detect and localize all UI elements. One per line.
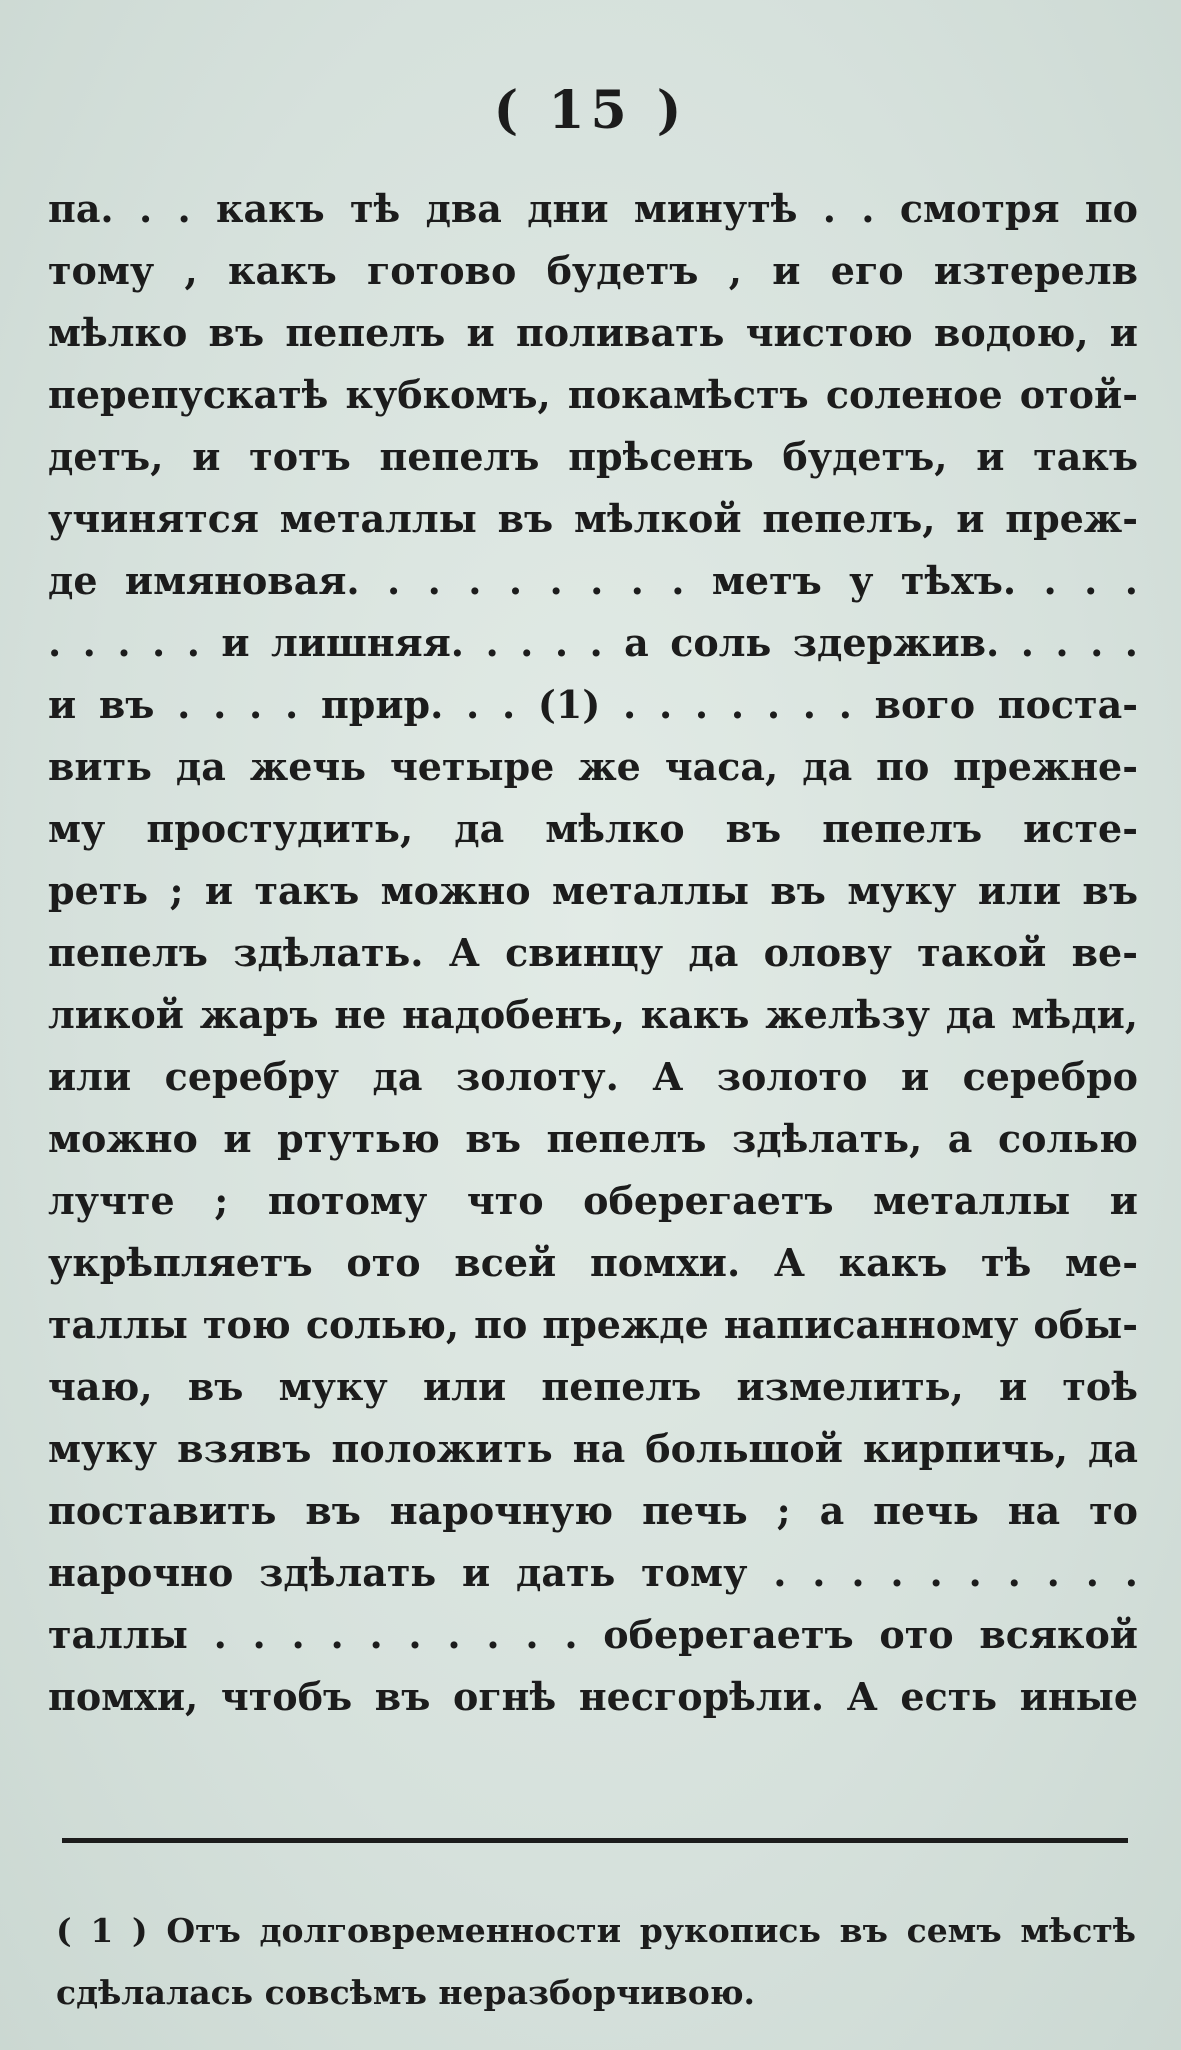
text-line: му простудить, да мѣлко въ пепелъ исте- (48, 806, 1138, 851)
text-line: пепелъ здѣлать. А свинцу да олову такой ве- (48, 930, 1138, 975)
text-line: ликой жаръ не надобенъ, какъ желѣзу да мѣди, (48, 992, 1138, 1037)
text-line: реть ; и такъ можно металлы въ муку или въ (48, 868, 1138, 913)
footnote-divider (62, 1838, 1128, 1843)
text-line: перепускатѣ кубкомъ, покамѣстъ соленое отой- (48, 372, 1138, 417)
text-line: вить да жечь четыре же часа, да по прежне- (48, 744, 1138, 789)
text-line: нарочно здѣлать и дать тому . . . . . . . . . . (48, 1550, 1138, 1595)
text-line: укрѣпляетъ ото всей помхи. А какъ тѣ ме- (48, 1240, 1138, 1285)
text-line: де имяновая. . . . . . . . . метъ у тѣхъ. . . . (48, 558, 1138, 603)
main-text (48, 178, 1138, 1728)
text-line: . . . . . и лишняя. . . . . а соль здержив. . . . . (48, 620, 1138, 665)
text-line: лучте ; потому что оберегаетъ металлы и (48, 1178, 1138, 1223)
footnote-line: сдѣлалась совсѣмъ неразборчивою. (56, 1973, 756, 2012)
text-line: мѣлко въ пепелъ и поливать чистою водою, и (48, 310, 1138, 355)
text-line: поставить въ нарочную печь ; а печь на то (48, 1488, 1138, 1533)
footnote (56, 1900, 1136, 2024)
page-number: ( 15 ) (493, 80, 688, 141)
text-line: муку взявъ положить на большой кирпичь, да (48, 1426, 1138, 1471)
text-line: таллы тою солью, по прежде написанному обы- (48, 1302, 1138, 1347)
text-line: или серебру да золоту. А золото и серебро (48, 1054, 1138, 1099)
text-line: детъ, и тотъ пепелъ прѣсенъ будетъ, и такъ (48, 434, 1138, 479)
text-line: чаю, въ муку или пепелъ измелить, и тоѣ (48, 1364, 1138, 1409)
text-line: таллы . . . . . . . . . . оберегаетъ ото всякой (48, 1612, 1138, 1657)
text-line: па. . . какъ тѣ два дни минутѣ . . смотря по (48, 186, 1138, 231)
text-line: помхи, чтобъ въ огнѣ несгорѣли. А есть иные (48, 1674, 1138, 1719)
text-line: тому , какъ готово будетъ , и его изтерелв (48, 248, 1138, 293)
text-line: и въ . . . . прир. . . (1) . . . . . . . вого поста- (48, 682, 1138, 727)
footnote-line: ( 1 ) Отъ долговременности рукопись въ семъ мѣстѣ (56, 1911, 1136, 1950)
text-line: учинятся металлы въ мѣлкой пепелъ, и преж- (48, 496, 1138, 541)
text-line: можно и ртутью въ пепелъ здѣлать, а солью (48, 1116, 1138, 1161)
